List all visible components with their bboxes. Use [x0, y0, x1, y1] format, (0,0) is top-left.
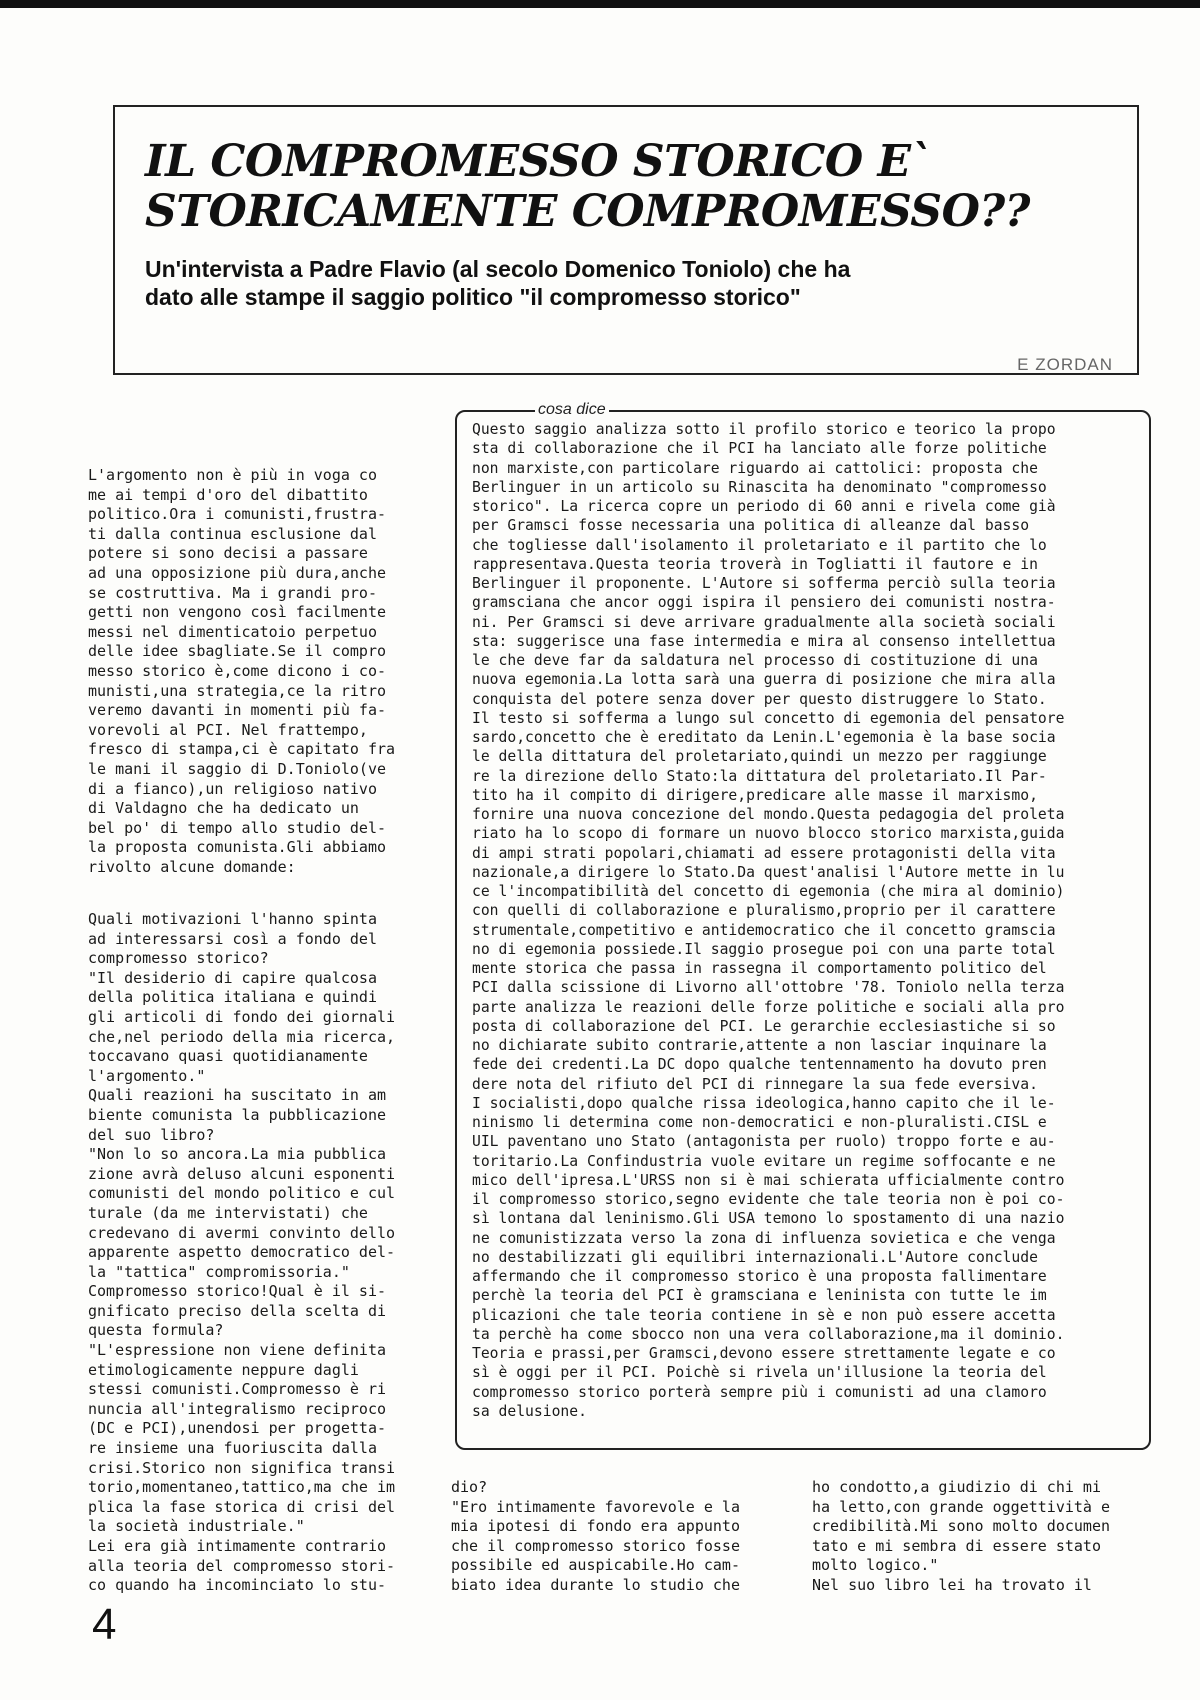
text-line: Quali reazioni ha suscitato in am [88, 1086, 387, 1105]
text-line: ta perchè ha come sbocco non una vera collaborazione,ma il dominio. [472, 1325, 1065, 1343]
interview-column-1 [88, 910, 395, 1596]
text-line: co quando ha incominciato lo stu- [88, 1576, 387, 1595]
text-line: torio,momentaneo,tattico,ma che im [88, 1478, 396, 1497]
text-line: I socialisti,dopo qualche rissa ideologica,hanno capito che il le- [472, 1094, 1056, 1112]
text-line: con quelli di collaborazione e pluralismo,proprio per il carattere [472, 902, 1056, 920]
text-line: alla teoria del compromesso stori- [88, 1556, 396, 1575]
text-line: "Ero intimamente favorevole e la [451, 1497, 740, 1516]
text-line: gnificato preciso della scelta di [88, 1301, 387, 1320]
text-line: politico.Ora i comunisti,frustra- [88, 505, 387, 524]
text-line: nuncia all'integralismo reciproco [88, 1399, 387, 1418]
text-line: potere si sono decisi a passare [88, 544, 368, 563]
text-line: turale (da me intervistati) che [88, 1203, 368, 1222]
text-line: stessi comunisti.Compromesso è ri [88, 1380, 387, 1399]
text-line: plica la fase storica di crisi del [88, 1497, 396, 1516]
text-line: "L'espressione non viene definita [88, 1341, 387, 1360]
text-line: di Valdagno che ha dedicato un [88, 799, 359, 818]
book-summary-text [472, 420, 1064, 1421]
text-line: ne comunistizzata verso la zona di influenza sovietica e che venga [472, 1229, 1056, 1247]
text-line: sì lontana dal leninismo.Gli USA temono lo spostamento di una nazio [472, 1210, 1065, 1228]
text-line: re insieme una fuoriuscita dalla [88, 1439, 377, 1458]
text-line: le della dittatura del proletariato,quindi un mezzo per raggiunge [472, 748, 1047, 766]
text-line: rivolto alcune domande: [88, 857, 296, 876]
text-line: veremo davanti in momenti più fa- [88, 701, 387, 720]
text-line: riato ha lo scopo di formare un nuovo blocco storico marxista,guida [472, 825, 1065, 843]
text-line: toritario.La Confindustria vuole evitare un regime soffocante e ne [472, 1152, 1056, 1170]
text-line: affermando che il compromesso storico è una proposta fallimentare [472, 1268, 1047, 1285]
text-line: fresco di stampa,ci è capitato fra [88, 740, 396, 759]
text-line: ad interessarsi così a fondo del [88, 929, 377, 948]
text-line: storico". La ricerca copre un periodo di 60 anni e rivela come già [472, 498, 1056, 515]
text-line: vorevoli al PCI. Nel frattempo, [88, 720, 368, 739]
text-line: bel po' di tempo allo studio del- [88, 818, 387, 837]
text-line: fede dei credenti.La DC dopo qualche tentennamento ha dovuto pren [472, 1056, 1047, 1074]
text-line: plicazioni che tale teoria contiene in sè e non può essere accetta [472, 1306, 1056, 1324]
text-line: tato e mi sembra di essere stato [812, 1536, 1101, 1555]
subtitle-line-2: dato alle stampe il saggio politico "il compromesso storico" [145, 284, 801, 310]
title-line-1: IL COMPROMESSO STORICO E` [145, 136, 933, 187]
text-line: no dichiarate subito contrarie,attente a non lasciar inquinare la [472, 1037, 1047, 1054]
text-line: sa delusione. [472, 1402, 587, 1420]
text-line: biente comunista la pubblicazione [88, 1105, 387, 1124]
text-line: la proposta comunista.Gli abbiamo [88, 838, 387, 857]
article-title [145, 137, 1125, 237]
text-line: strumentale,competitivo e antidemocratico che il concetto gramscia [472, 921, 1056, 939]
text-line: nuova egemonia.La lotta sarà una guerra di posizione che mira alla [472, 671, 1056, 689]
text-line: se costruttiva. Ma i grandi pro- [88, 583, 377, 602]
text-line: del suo libro? [88, 1125, 215, 1144]
text-line: della politica italiana e quindi [88, 988, 377, 1007]
text-line: getti non vengono così facilmente [88, 603, 387, 622]
text-line: no destabilizzati gli equilibri internazionali.L'Autore conclude [472, 1248, 1038, 1266]
text-line: toccavano quasi quotidianamente [88, 1047, 368, 1066]
text-line: conquista del potere senza dover per questo distruggere lo Stato. [472, 690, 1047, 708]
text-line: UIL paventano uno Stato (antagonista per ruolo) troppo forte e au- [472, 1133, 1056, 1151]
text-line: crisi.Storico non significa transi [88, 1458, 396, 1477]
text-line: munisti,una strategia,ce la ritro [88, 681, 387, 700]
text-line: "Non lo so ancora.La mia pubblica [88, 1145, 387, 1164]
text-line: delle idee sbagliate.Se il compro [88, 642, 387, 661]
text-line: che il compromesso storico fosse [451, 1536, 740, 1555]
text-line: Berlinguer il proponente. L'Autore si sofferma perciò sulla teoria [472, 575, 1056, 592]
text-line: etimologicamente neppure dagli [88, 1360, 359, 1379]
text-line: il compromesso storico,segno evidente che tale teoria non è poi co- [472, 1191, 1065, 1208]
text-line: di a fianco),un religioso nativo [88, 779, 377, 798]
text-line: ho condotto,a giudizio di chi mi [812, 1478, 1101, 1496]
text-line: sta di collaborazione che il PCI ha lanciato alle forze politiche [472, 440, 1047, 458]
text-line: ninismo li determina come non-democratici e non-pluralisti.CISL e [472, 1114, 1047, 1131]
text-line: Nel suo libro lei ha trovato il [812, 1575, 1092, 1594]
text-line: posta di collaborazione del PCI. Le gerarchie ecclesiastiche si so [472, 1017, 1056, 1035]
text-line: Quali motivazioni l'hanno spinta [88, 910, 377, 928]
subtitle-line-1: Un'intervista a Padre Flavio (al secolo Domenico Toniolo) che ha [145, 256, 851, 282]
text-line: messo storico è,come dicono i co- [88, 661, 387, 680]
text-line: PCI dalla scissione di Livorno all'ottobre '78. Toniolo nella terza [472, 979, 1065, 997]
sidebox-label: cosa dice [535, 401, 609, 419]
text-line: L'argomento non è più in voga co [88, 466, 377, 484]
text-line: ha letto,con grande oggettività e [812, 1497, 1111, 1516]
text-line: (DC e PCI),unendosi per progetta- [88, 1419, 387, 1438]
text-line: le che deve far da saldatura nel processo di costituzione di una [472, 652, 1038, 669]
text-line: re la direzione dello Stato:la dittatura del proletariato.Il Par- [472, 767, 1047, 785]
text-line: Berlinguer in un articolo su Rinascita ha denominato "compromesso [472, 478, 1047, 496]
article-subtitle [145, 255, 1125, 311]
headline-box [113, 105, 1139, 375]
text-line: ce l'incompatibilità del concetto di egemonia (che mira al dominio) [472, 883, 1065, 900]
top-edge-bar [0, 0, 1200, 8]
page-number: 4 [92, 1600, 117, 1649]
text-line: dere nota del rifiuto del PCI di rinnegare la sua fede eversiva. [472, 1075, 1038, 1093]
text-line: mico dell'ipresa.L'URSS non si è mai schierata ufficialmente contro [472, 1171, 1065, 1189]
text-line: "Il desiderio di capire qualcosa [88, 968, 377, 987]
text-line: sardo,concetto che è ereditato da Lenin.L'egemonia è la base socia [472, 729, 1056, 746]
text-line: nazionale,a dirigere lo Stato.Da quest'analisi l'Autore mette in lu [472, 863, 1065, 881]
text-line: la "tattica" compromissoria." [88, 1262, 350, 1281]
text-line: sta: suggerisce una fase intermedia e mira al consenso intellettua [472, 632, 1056, 650]
text-line: gramsciana che ancor oggi ispira il pensiero dei comunisti nostra- [472, 594, 1056, 612]
text-line: no di egemonia possiede.Il saggio prosegue poi con una parte total [472, 940, 1056, 958]
text-line: ad una opposizione più dura,anche [88, 563, 387, 582]
text-line: parte analizza le reazioni delle forze politiche e sociali alla pro [472, 998, 1065, 1016]
text-line: Teoria e prassi,per Gramsci,devono essere strettamente legate e co [472, 1345, 1056, 1362]
book-summary-box [455, 410, 1151, 1450]
text-line: le mani il saggio di D.Toniolo(ve [88, 759, 387, 778]
text-line: mente storica che passa in rassegna il comportamento politico del [472, 960, 1047, 977]
text-line: comunisti del mondo politico e cul [88, 1184, 396, 1203]
text-line: sì è oggi per il PCI. Poichè si rivela un'illusione la teoria del [472, 1364, 1047, 1382]
text-line: messi nel dimenticatoio perpetuo [88, 622, 377, 641]
text-line: che togliesse dall'isolamento il proletariato e il partito che lo [472, 536, 1047, 554]
text-line: di ampi strati popolari,chiamati ad essere protagonisti della vita [472, 844, 1056, 862]
text-line: gli articoli di fondo dei giornali [88, 1007, 396, 1026]
text-line: per Gramsci fosse necessaria una politica di alleanze dal basso [472, 517, 1030, 535]
text-line: molto logico." [812, 1556, 939, 1575]
text-line: l'argomento." [88, 1066, 206, 1085]
text-line: la società industriale." [88, 1517, 305, 1536]
text-line: dio? [451, 1478, 488, 1496]
text-line: Lei era già intimamente contrario [88, 1537, 387, 1555]
text-line: questa formula? [88, 1321, 224, 1340]
interview-column-2 [451, 1478, 740, 1596]
text-line: perchè la teoria del PCI è gramsciana e leninista con tutte le im [472, 1287, 1047, 1305]
text-line: credevano di avermi convinto dello [88, 1223, 396, 1242]
intro-paragraph [88, 466, 395, 877]
author-byline: E ZORDAN [1017, 355, 1113, 374]
text-line: Compromesso storico!Qual è il si- [88, 1282, 387, 1301]
text-line: apparente aspetto democratico del- [88, 1243, 396, 1262]
text-line: biato idea durante lo studio che [451, 1575, 740, 1594]
text-line: me ai tempi d'oro del dibattito [88, 485, 368, 504]
text-line: compromesso storico porterà sempre più i comunisti ad una clamoro [472, 1383, 1047, 1401]
text-line: rappresentava.Questa teoria troverà in Togliatti il fautore e in [472, 555, 1038, 573]
text-line: fornire una nuova concezione del mondo.Questa pedagogia del proleta [472, 806, 1065, 823]
text-line: possibile ed auspicabile.Ho cam- [451, 1556, 740, 1575]
text-line: tito ha il compito di dirigere,predicare alle masse il marxismo, [472, 786, 1038, 804]
title-line-2: STORICAMENTE COMPROMESSO?? [145, 186, 1030, 237]
text-line: che,nel periodo della mia ricerca, [88, 1027, 396, 1046]
text-line: zione avrà deluso alcuni esponenti [88, 1164, 396, 1183]
text-line: Il testo si sofferma a lungo sul concetto di egemonia del pensatore [472, 709, 1065, 727]
text-line: ni. Per Gramsci si deve arrivare gradualmente alla società sociali [472, 613, 1056, 631]
text-line: mia ipotesi di fondo era appunto [451, 1517, 740, 1536]
interview-column-3 [812, 1478, 1110, 1596]
text-line: Questo saggio analizza sotto il profilo storico e teorico la propo [472, 421, 1056, 438]
text-line: non marxiste,con particolare riguardo ai cattolici: proposta che [472, 459, 1038, 477]
text-line: credibilità.Mi sono molto documen [812, 1517, 1111, 1536]
text-line: ti dalla continua esclusione dal [88, 524, 377, 543]
text-line: compromesso storico? [88, 949, 269, 968]
